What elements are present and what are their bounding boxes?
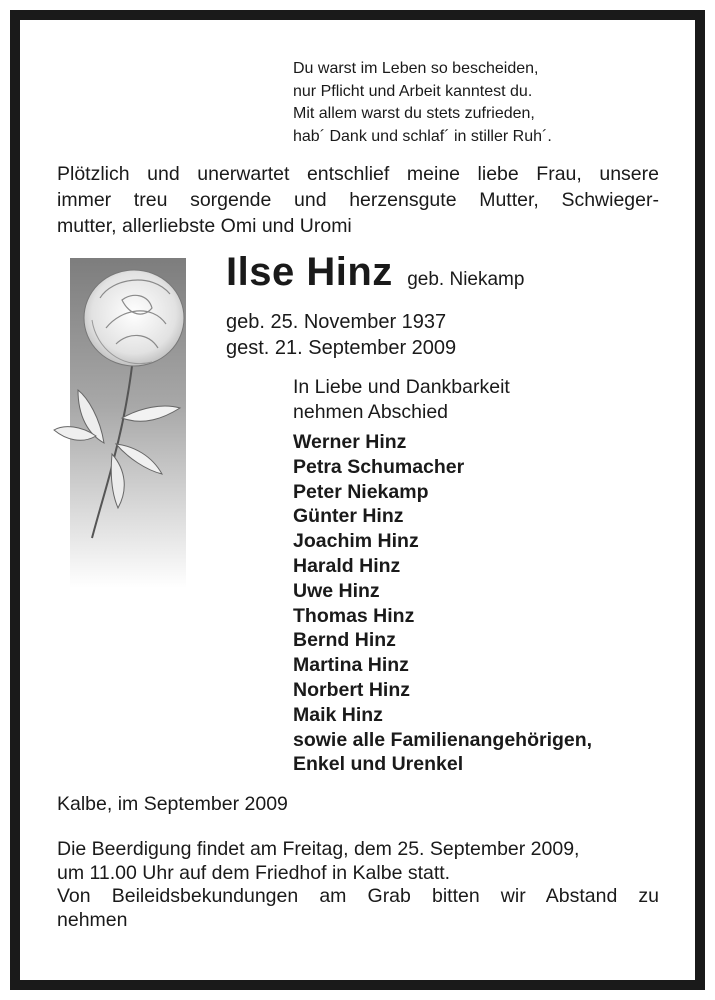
mourner-name: Joachim Hinz xyxy=(293,530,419,553)
death-date: gest. 21. September 2009 xyxy=(226,337,457,359)
poem xyxy=(293,58,552,148)
life-dates xyxy=(226,309,456,361)
funeral-line: Die Beerdigung findet am Freitag, dem 25. September 2009, xyxy=(57,838,580,860)
intro-line: Plötzlich und unerwartet entschlief meine liebe Frau, unsere xyxy=(57,163,659,185)
mourner-name: Werner Hinz xyxy=(293,431,407,453)
rose-image xyxy=(52,258,192,588)
farewell-text xyxy=(293,375,510,425)
intro-line: immer treu sorgende und herzensgute Mutter, Schwieger- xyxy=(57,189,659,211)
funeral-line: um 11.00 Uhr auf dem Friedhof in Kalbe statt. xyxy=(57,861,451,884)
poem-line: hab´ Dank und schlaf´ in stiller Ruh´. xyxy=(293,127,552,145)
intro-text xyxy=(57,161,659,239)
poem-line: nur Pflicht und Arbeit kanntest du. xyxy=(293,82,533,100)
mourner-name: Uwe Hinz xyxy=(293,579,380,602)
mourner-name: Bernd Hinz xyxy=(293,629,396,652)
poem-line: Du warst im Leben so bescheiden, xyxy=(293,60,539,77)
funeral-info xyxy=(57,838,659,932)
mourner-name: Martina Hinz xyxy=(293,654,409,677)
mourner-name: Günter Hinz xyxy=(293,505,404,528)
poem-line: Mit allem warst du stets zufrieden, xyxy=(293,105,535,122)
place-date: Kalbe, im September 2009 xyxy=(57,793,288,815)
mourner-list xyxy=(293,430,592,777)
mourner-name: Harald Hinz xyxy=(293,554,401,577)
funeral-line: Von Beileidsbekundungen am Grab bitten wir Abstand zu xyxy=(57,885,659,907)
mourner-name: Maik Hinz xyxy=(293,703,383,726)
farewell-line: nehmen Abschied xyxy=(293,401,449,423)
mourner-name: Enkel und Urenkel xyxy=(293,753,464,776)
mourner-name: Thomas Hinz xyxy=(293,604,415,627)
mourner-name: sowie alle Familienangehörigen, xyxy=(293,728,593,751)
funeral-line: nehmen xyxy=(57,908,128,931)
maiden-name: geb. Niekamp xyxy=(407,269,525,290)
mourner-name: Peter Niekamp xyxy=(293,480,429,503)
intro-line: mutter, allerliebste Omi und Uromi xyxy=(57,215,352,237)
mourner-name: Norbert Hinz xyxy=(293,678,410,701)
mourner-name: Petra Schumacher xyxy=(293,455,465,478)
farewell-line: In Liebe und Dankbarkeit xyxy=(293,376,510,398)
deceased-name-line xyxy=(226,250,524,295)
deceased-name: Ilse Hinz xyxy=(226,250,393,294)
birth-date: geb. 25. November 1937 xyxy=(226,311,447,333)
